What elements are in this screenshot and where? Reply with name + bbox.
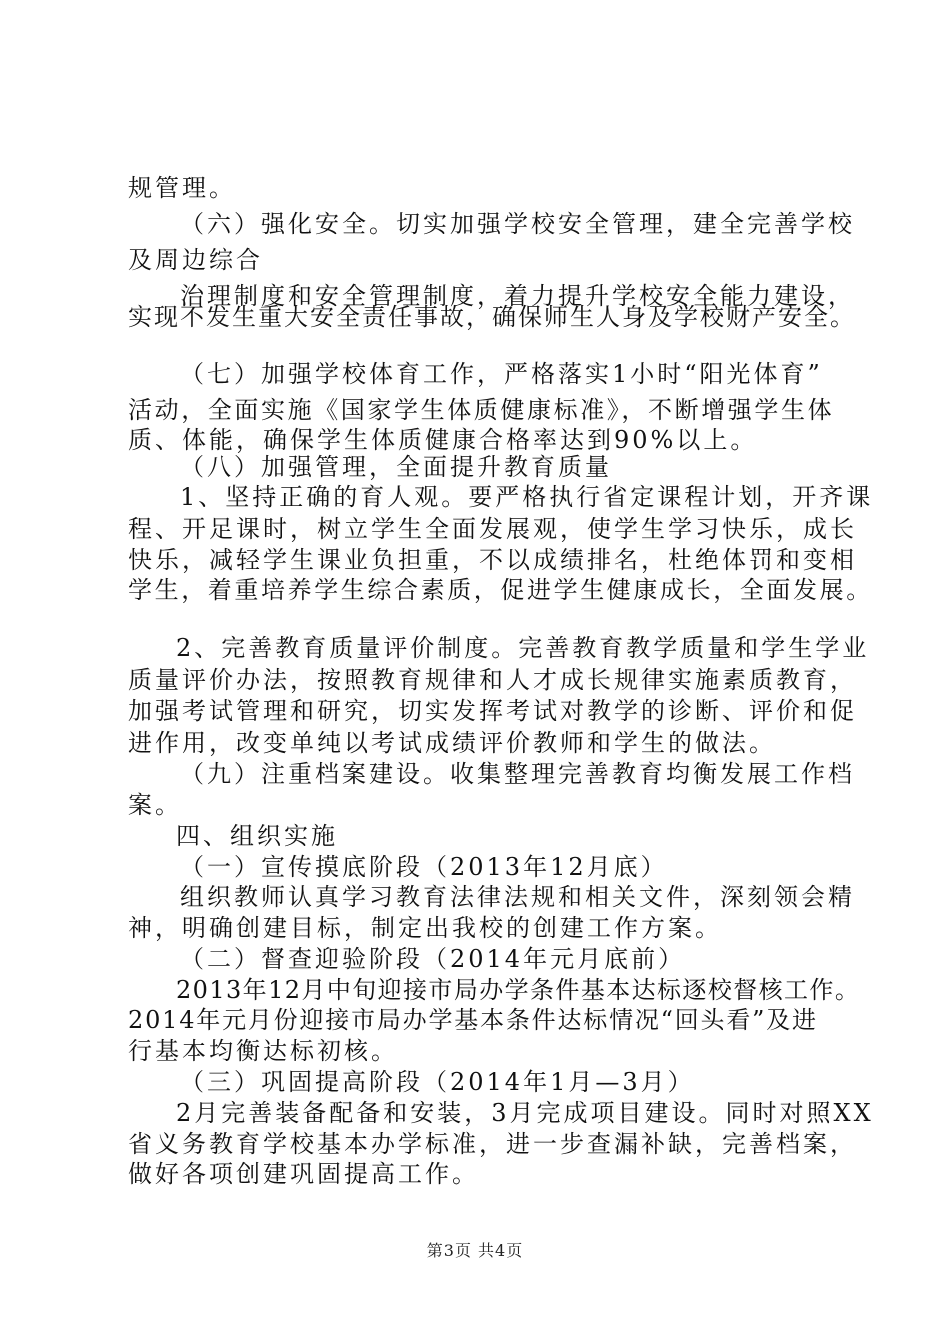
text-line: 及周边综合 bbox=[128, 246, 263, 274]
subsection-heading-three: （三）巩固提高阶段（2014年1月—3月） bbox=[180, 1068, 695, 1096]
section-heading-six: （六）强化安全。切实加强学校安全管理，建全完善学校 bbox=[180, 210, 855, 238]
text-line: 学生，着重培养学生综合素质，促进学生健康成长，全面发展。 bbox=[128, 576, 873, 604]
text-line: 快乐，减轻学生课业负担重，不以成绩排名，杜绝体罚和变相 bbox=[128, 546, 857, 574]
section-heading-seven: （七）加强学校体育工作，严格落实1小时“阳光体育” bbox=[180, 360, 823, 388]
text-line: 省义务教育学校基本办学标准，进一步查漏补缺，完善档案， bbox=[128, 1130, 857, 1158]
text-line: 行基本均衡达标初核。 bbox=[128, 1037, 398, 1065]
subsection-heading-two: （二）督查迎验阶段（2014年元月底前） bbox=[180, 945, 686, 973]
text-line: 神，明确创建目标，制定出我校的创建工作方案。 bbox=[128, 914, 722, 942]
text-line: 活动，全面实施《国家学生体质健康标准》，不断增强学生体 bbox=[128, 396, 835, 424]
text-line: 2月完善装备配备和安装，3月完成项目建设。同时对照XX bbox=[176, 1099, 874, 1127]
text-line: 组织教师认真学习教育法律法规和相关文件，深刻领会精 bbox=[180, 883, 855, 911]
text-line: 程、开足课时，树立学生全面发展观，使学生学习快乐，成长 bbox=[128, 515, 857, 543]
text-line: 实现不发生重大安全责任事故，确保师生人身及学校财产安全。 bbox=[128, 303, 856, 331]
text-line: 2013年12月中旬迎接市局办学条件基本达标逐校督核工作。 bbox=[176, 976, 861, 1004]
section-heading-nine: （九）注重档案建设。收集整理完善教育均衡发展工作档 bbox=[180, 760, 855, 788]
text-line: 加强考试管理和研究，切实发挥考试对教学的诊断、评价和促 bbox=[128, 697, 857, 725]
section-heading-eight: （八）加强管理，全面提升教育质量 bbox=[180, 453, 612, 481]
text-line: 2、完善教育质量评价制度。完善教育教学质量和学生学业 bbox=[176, 634, 870, 662]
text-line: 2014年元月份迎接市局办学基本条件达标情况“回头看”及进 bbox=[128, 1006, 818, 1034]
text-line: 质量评价办法，按照教育规律和人才成长规律实施素质教育， bbox=[128, 666, 857, 694]
text-line: 进作用，改变单纯以考试成绩评价教师和学生的做法。 bbox=[128, 729, 776, 757]
section-heading-four: 四、组织实施 bbox=[176, 822, 338, 850]
text-line: 质、体能，确保学生体质健康合格率达到90%以上。 bbox=[128, 426, 758, 454]
text-line: 做好各项创建巩固提高工作。 bbox=[128, 1160, 479, 1188]
subsection-heading-one: （一）宣传摸底阶段（2013年12月底） bbox=[180, 853, 668, 881]
page-number-footer: 第3页 共4页 bbox=[426, 1241, 524, 1260]
text-line: 案。 bbox=[128, 791, 182, 819]
text-line: 治理制度和安全管理制度，着力提升学校安全能力建设， bbox=[180, 282, 855, 310]
text-line: 1、坚持正确的育人观。要严格执行省定课程计划，开齐课 bbox=[180, 483, 874, 511]
text-line: 规管理。 bbox=[128, 174, 236, 202]
